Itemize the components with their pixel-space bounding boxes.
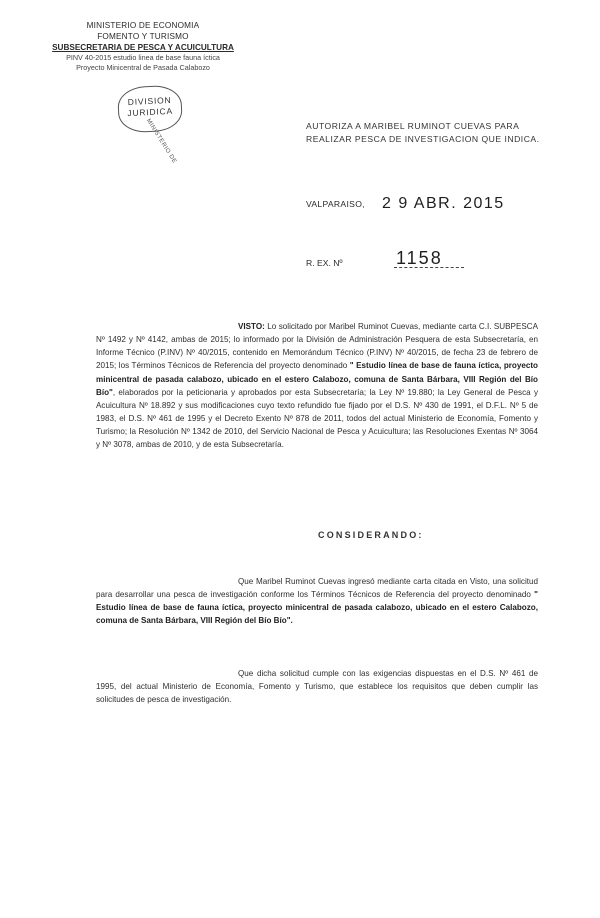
ministry-subname: FOMENTO Y TURISMO — [97, 32, 189, 41]
visto-paragraph — [96, 320, 538, 452]
subject-line-1: AUTORIZA A MARIBEL RUMINOT CUEVAS PARA — [306, 121, 520, 131]
stamp-line-juridica: JURIDICA — [127, 105, 174, 119]
file-reference: PINV 40-2015 estudio linea de base fauna íctica — [66, 53, 220, 62]
place-label: VALPARAISO, — [306, 199, 365, 209]
visto-text-2: , elaborados por la peticionaria y aprobados por esta Subsecretaría; la Ley Nº 19.880; la Ley General de Pesca y Acuicultura Nº 18.892 y sus modificaciones cuyo texto refundido fue fijado por el D.S. Nº 430 de 1991, el D.F.L. Nº 5 de 1983, el D.S. Nº 461 de 1995 y el Decreto Exento Nº 878 de 2011, todos del actual Ministerio de Economía, Fomento y Turismo; la Resolución Nº 1342 de 2010, del Servicio Nacional de Pesca y Acuicultura; las Resoluciones Exentas Nº 3064 y Nº 3078, ambas de 2010, y de esta Subsecretaría. — [96, 387, 538, 450]
considerando-2-text: Que dicha solicitud cumple con las exigencias dispuestas en el D.S. Nº 461 de 1995, del actual Ministerio de Economía, Fomento y Turismo, que establece los requisitos que deben cumplir las solicitudes de pesca de investigación. — [96, 669, 538, 705]
visto-heading: VISTO: — [238, 322, 265, 331]
date-stamp: 2 9 ABR. 2015 — [382, 195, 505, 212]
considerando-1-text: Que Maribel Ruminot Cuevas ingresó mediante carta citada en Visto, una solicitud para desarrollar una pesca de investigación conforme los Términos Técnicos de Referencia del proyecto denominado — [96, 577, 538, 600]
visto-project-title: " Estudio línea de base de fauna íctica, proyecto minicentral de pasada calabozo, ubicado en el estero Calabozo, comuna de Santa Bárbara, VIII Región del Bío Bío" — [96, 361, 539, 397]
project-reference: Proyecto Minicentral de Pasada Calabozo — [76, 63, 210, 72]
stamp-line-division: DIVISION — [127, 94, 172, 108]
considerando-1-project-title: " Estudio línea de base de fauna íctica, proyecto minicentral de pasada calabozo, ubicado en el estero Calabozo, comuna de Santa Bárbara, VIII Región del Bío Bío". — [96, 590, 538, 626]
resolution-subject — [306, 120, 546, 146]
considerando-paragraph-1 — [96, 575, 538, 628]
visto-text-1: Lo solicitado por Maribel Ruminot Cuevas, mediante carta C.I. SUBPESCA Nº 1492 y Nº 4142, ambas de 2015; lo informado por la División de Administración Pesquera de esta Subsecretaría, en Informe Técnico (P.INV) Nº 40/2015, contenido en Memorándum Técnico (P.INV) Nº 40/2015, de fecha 23 de febrero de 2015; los Términos Técnicos de Referencia del proyecto denominado — [96, 322, 538, 371]
ministry-name: MINISTERIO DE ECONOMIA — [86, 21, 200, 30]
stamp-tail-text: MINISTERIO DE — [144, 118, 178, 165]
letterhead — [48, 20, 238, 73]
considerando-heading: CONSIDERANDO: — [318, 530, 424, 540]
number-underline — [394, 267, 464, 268]
date-row — [306, 195, 566, 213]
subsecretariat-name: SUBSECRETARIA DE PESCA Y ACUICULTURA — [52, 43, 234, 52]
resolution-number: 1158 — [396, 248, 443, 268]
rex-label: R. EX. Nº — [306, 258, 343, 268]
resolution-number-row — [306, 248, 506, 272]
subject-line-2: REALIZAR PESCA DE INVESTIGACION QUE INDICA. — [306, 134, 540, 144]
considerando-paragraph-2 — [96, 667, 538, 706]
